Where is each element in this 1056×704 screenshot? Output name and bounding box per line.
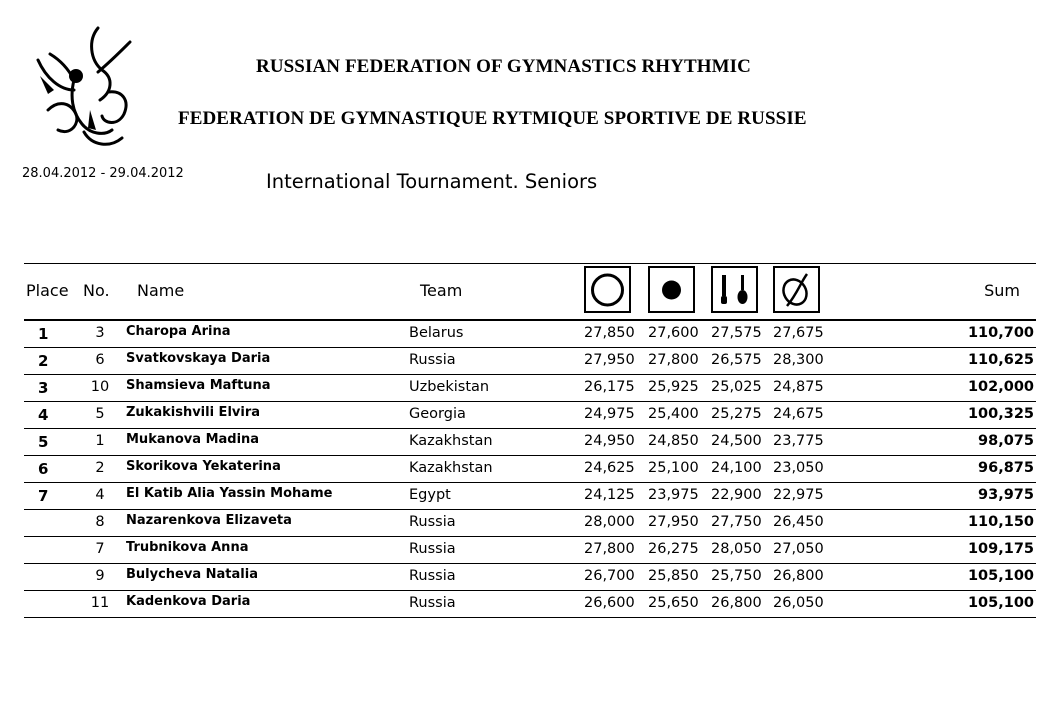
name-cell: Trubnikova Anna [126,540,249,555]
hoop-score-cell: 24,950 [584,433,635,449]
number-cell: 5 [95,406,105,422]
federation-title-english: RUSSIAN FEDERATION OF GYMNASTICS RHYTHMIC [256,56,751,77]
ribbon-score-cell: 23,775 [773,433,824,449]
hoop-icon [584,266,631,313]
hoop-score-cell: 27,950 [584,352,635,368]
ball-score-cell: 25,400 [648,406,699,422]
hoop-score-cell: 26,600 [584,595,635,611]
table-row [24,375,1036,402]
sum-cell: 109,175 [967,541,1034,557]
number-cell: 1 [95,433,105,449]
ball-score-cell: 27,950 [648,514,699,530]
ball-score-cell: 24,850 [648,433,699,449]
ball-score-cell: 27,600 [648,325,699,341]
clubs-score-cell: 26,575 [711,352,762,368]
name-cell: Skorikova Yekaterina [126,459,281,474]
name-cell: Svatkovskaya Daria [126,351,271,366]
ribbon-score-cell: 28,300 [773,352,824,368]
clubs-score-cell: 25,750 [711,568,762,584]
hoop-score-cell: 24,975 [584,406,635,422]
ribbon-score-cell: 27,675 [773,325,824,341]
ribbon-score-cell: 26,800 [773,568,824,584]
clubs-score-cell: 24,500 [711,433,762,449]
ball-score-cell: 25,650 [648,595,699,611]
column-name: Name [137,281,185,300]
ribbon-score-cell: 26,450 [773,514,824,530]
team-cell: Russia [409,541,456,557]
number-cell: 3 [95,325,105,341]
name-cell: El Katib Alia Yassin Mohame [126,486,333,501]
clubs-score-cell: 24,100 [711,460,762,476]
ribbon-score-cell: 26,050 [773,595,824,611]
table-row [24,510,1036,537]
number-cell: 8 [95,514,105,530]
team-cell: Uzbekistan [409,379,490,395]
team-cell: Russia [409,514,456,530]
table-row [24,402,1036,429]
sum-cell: 98,075 [978,433,1034,449]
table-row [24,456,1036,483]
competition-dates: 28.04.2012 - 29.04.2012 [22,166,184,181]
place-cell: 2 [38,352,49,370]
event-title: International Tournament. Seniors [266,170,598,193]
clubs-score-cell: 28,050 [711,541,762,557]
sum-cell: 110,625 [967,352,1034,368]
table-row [24,483,1036,510]
clubs-score-cell: 25,025 [711,379,762,395]
place-cell: 6 [38,460,49,478]
table-row [24,321,1036,348]
ball-score-cell: 25,850 [648,568,699,584]
ball-score-cell: 25,100 [648,460,699,476]
hoop-score-cell: 26,700 [584,568,635,584]
ribbon-icon [773,266,820,313]
number-cell: 4 [95,487,105,503]
clubs-icon [711,266,758,313]
clubs-score-cell: 25,275 [711,406,762,422]
number-cell: 7 [95,541,105,557]
sum-cell: 110,150 [967,514,1034,530]
number-cell: 10 [90,379,110,395]
place-cell: 1 [38,325,49,343]
number-cell: 6 [95,352,105,368]
hoop-score-cell: 27,850 [584,325,635,341]
ribbon-score-cell: 24,875 [773,379,824,395]
hoop-score-cell: 24,625 [584,460,635,476]
federation-logo [30,20,140,150]
sum-cell: 105,100 [967,568,1034,584]
ribbon-score-cell: 24,675 [773,406,824,422]
number-cell: 11 [90,595,110,611]
results-table [24,263,1036,618]
clubs-score-cell: 22,900 [711,487,762,503]
team-cell: Belarus [409,325,464,341]
sum-cell: 105,100 [967,595,1034,611]
number-cell: 9 [95,568,105,584]
name-cell: Zukakishvili Elvira [126,405,261,420]
place-cell: 4 [38,406,49,424]
hoop-score-cell: 26,175 [584,379,635,395]
team-cell: Kazakhstan [409,460,493,476]
hoop-score-cell: 24,125 [584,487,635,503]
column-team: Team [420,281,463,300]
team-cell: Russia [409,352,456,368]
ribbon-score-cell: 27,050 [773,541,824,557]
team-cell: Russia [409,595,456,611]
table-row [24,564,1036,591]
ball-score-cell: 26,275 [648,541,699,557]
federation-title-french: FEDERATION DE GYMNASTIQUE RYTMIQUE SPORTIVE DE RUSSIE [178,108,807,129]
team-cell: Kazakhstan [409,433,493,449]
team-cell: Georgia [409,406,466,422]
ball-score-cell: 23,975 [648,487,699,503]
column-place: Place [26,281,69,300]
table-header [24,264,1036,321]
number-cell: 2 [95,460,105,476]
hoop-score-cell: 27,800 [584,541,635,557]
clubs-score-cell: 26,800 [711,595,762,611]
ball-icon [648,266,695,313]
ball-score-cell: 25,925 [648,379,699,395]
hoop-score-cell: 28,000 [584,514,635,530]
name-cell: Bulycheva Natalia [126,567,258,582]
place-cell: 3 [38,379,49,397]
clubs-score-cell: 27,750 [711,514,762,530]
ribbon-score-cell: 23,050 [773,460,824,476]
team-cell: Egypt [409,487,451,503]
table-row [24,537,1036,564]
name-cell: Kadenkova Daria [126,594,251,609]
name-cell: Shamsieva Maftuna [126,378,271,393]
sum-cell: 110,700 [967,325,1034,341]
name-cell: Charopa Arina [126,324,231,339]
ball-score-cell: 27,800 [648,352,699,368]
table-row [24,429,1036,456]
sum-cell: 93,975 [978,487,1034,503]
place-cell: 7 [38,487,49,505]
sum-cell: 102,000 [967,379,1034,395]
place-cell: 5 [38,433,49,451]
name-cell: Nazarenkova Elizaveta [126,513,292,528]
clubs-score-cell: 27,575 [711,325,762,341]
sum-cell: 100,325 [967,406,1034,422]
column-no: No. [83,281,110,300]
table-row [24,348,1036,375]
column-sum: Sum [984,281,1020,300]
name-cell: Mukanova Madina [126,432,260,447]
ribbon-score-cell: 22,975 [773,487,824,503]
sum-cell: 96,875 [978,460,1034,476]
table-row [24,591,1036,618]
team-cell: Russia [409,568,456,584]
